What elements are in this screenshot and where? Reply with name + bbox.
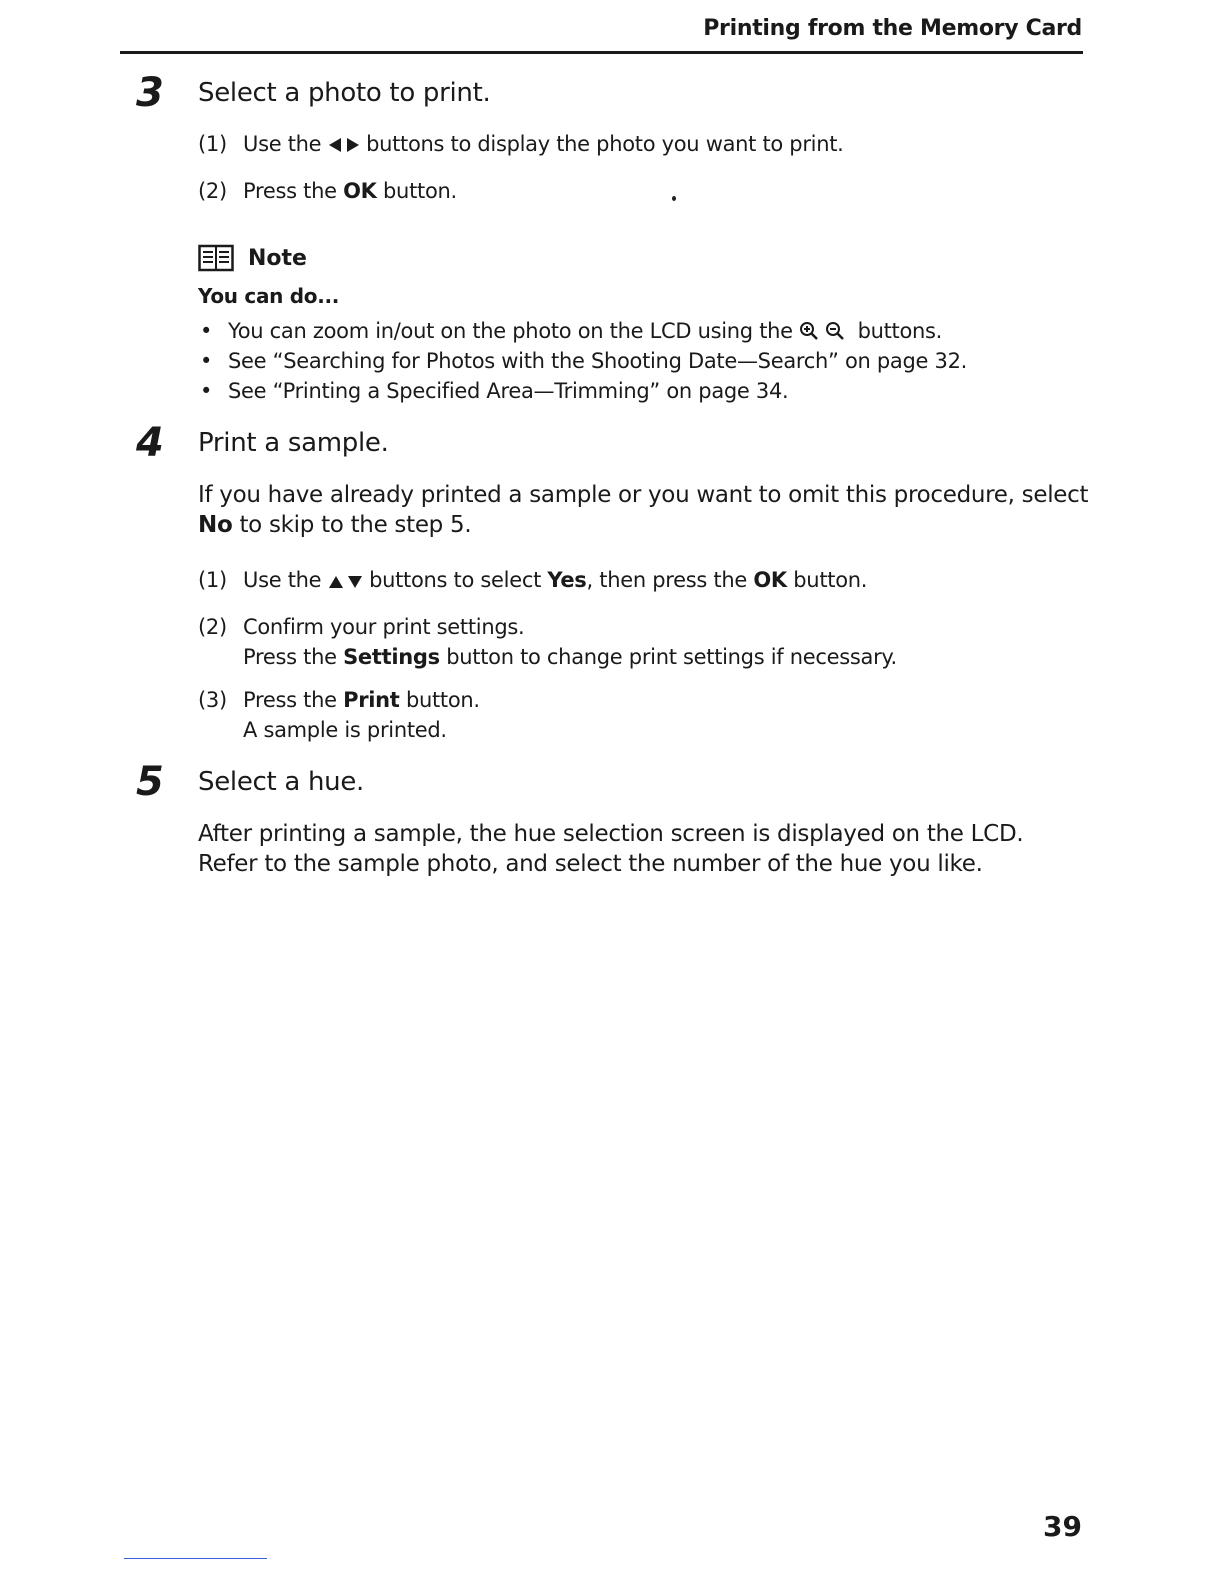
scan-speck [672, 196, 676, 201]
step-3-title: Select a photo to print. [198, 78, 491, 108]
bullet-dot: • [200, 349, 213, 373]
step-4-title: Print a sample. [198, 428, 389, 458]
up-arrow-icon [328, 575, 344, 589]
book-note-icon [198, 244, 234, 272]
step-4-intro: If you have already printed a sample or you want to omit this procedure, select No to skip to the step 5. [198, 482, 1089, 538]
step-number-5: 5 [136, 759, 164, 805]
bullet-dot: • [200, 379, 213, 403]
list-item: • See “Searching for Photos with the Shooting Date—Search” on page 32. [200, 346, 967, 376]
step-5-body: After printing a sample, the hue selection screen is displayed on the LCD. Refer to the sample photo, and select the number of the hue you like. [198, 821, 1024, 877]
step-4-item-3: (3) Press the Print button. A sample is printed. [198, 685, 480, 745]
zoom-out-icon [825, 321, 845, 341]
header-rule [120, 51, 1083, 54]
item-number: (1) [198, 132, 227, 156]
note-bullet-list [200, 316, 967, 406]
item-number: (2) [198, 615, 227, 639]
bullet-dot: • [200, 319, 213, 343]
running-header: Printing from the Memory Card [703, 16, 1082, 41]
step-5-title: Select a hue. [198, 767, 364, 797]
step-3-item-2: (2) Press the OK button. [198, 176, 457, 206]
step-number-4: 4 [136, 420, 164, 466]
right-arrow-icon [346, 137, 360, 153]
list-item: • See “Printing a Specified Area—Trimming” on page 34. [200, 376, 967, 406]
note-heading [198, 244, 307, 272]
item-number: (1) [198, 568, 227, 592]
list-item: • You can zoom in/out on the photo on the LCD using the buttons. [200, 316, 967, 346]
step-3-item-1: (1) Use the buttons to display the photo you want to print. [198, 129, 844, 159]
left-arrow-icon [328, 137, 342, 153]
page-number: 39 [1043, 1510, 1082, 1543]
down-arrow-icon [347, 575, 363, 589]
note-title: Note [248, 245, 307, 271]
step-4-item-2: (2) Confirm your print settings. Press the Settings button to change print settings if necessary. [198, 612, 897, 672]
item-number: (2) [198, 179, 227, 203]
step-number-3: 3 [136, 70, 164, 116]
note-subtitle: You can do... [198, 284, 340, 308]
footer-line [124, 1558, 267, 1559]
zoom-in-icon [799, 321, 819, 341]
step-4-item-1: (1) Use the buttons to select Yes, then press the OK button. [198, 565, 867, 595]
item-number: (3) [198, 688, 227, 712]
